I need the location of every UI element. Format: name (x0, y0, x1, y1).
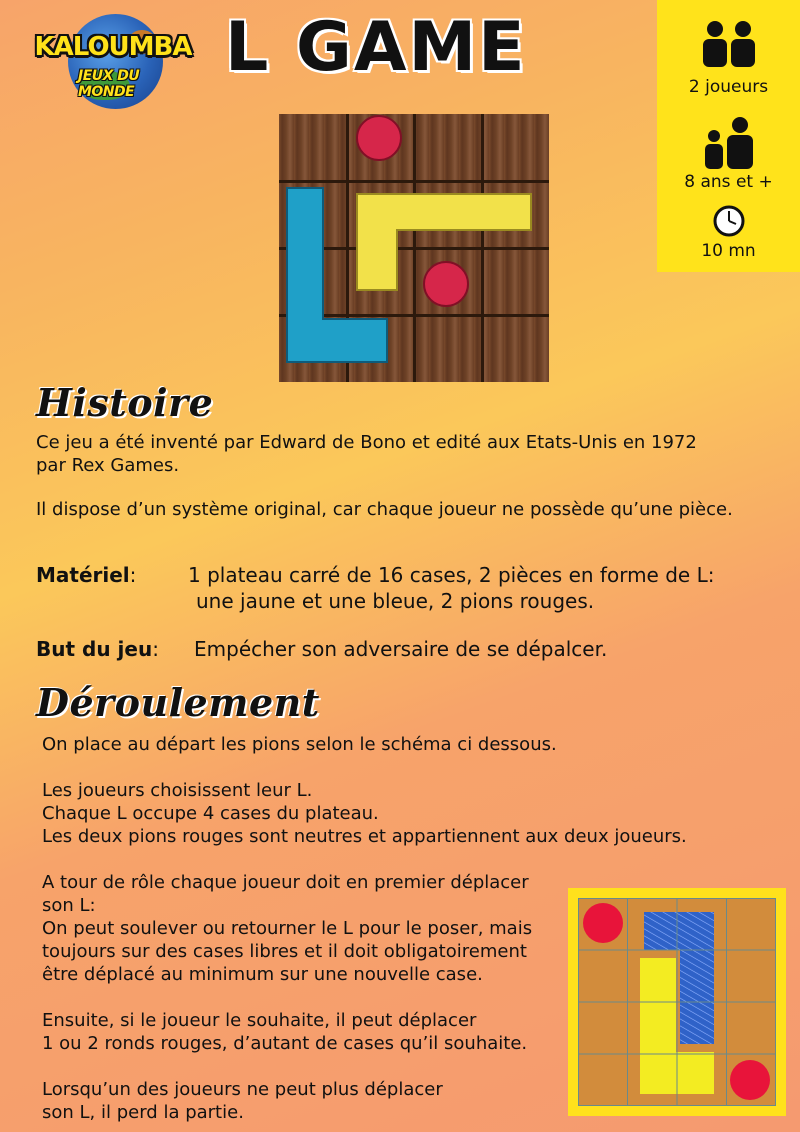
deroulement-line: Les deux pions rouges sont neutres et appartiennent aux deux joueurs. (42, 826, 687, 847)
deroulement-line: son L: (42, 895, 96, 916)
deroulement-line: toujours sur des cases libres et il doit obligatoirement (42, 941, 527, 962)
deroulement-line: 1 ou 2 ronds rouges, d’autant de cases qu’il souhaite. (42, 1033, 528, 1054)
logo-tagline: JEUX DU MONDE (78, 68, 140, 100)
players-icon (701, 20, 757, 68)
page-title: L GAME (225, 8, 527, 87)
histoire-heading: Histoire (36, 380, 214, 425)
diagram-board (578, 898, 776, 1106)
deroulement-line: Les joueurs choisissent leur L. (42, 780, 313, 801)
materiel-label: Matériel (36, 563, 130, 587)
logo-brand: KALOUMBA (34, 32, 192, 62)
materiel-line1: 1 plateau carré de 16 cases, 2 pièces en forme de L: (188, 563, 715, 587)
red-pawn (357, 116, 401, 160)
but-text: Empécher son adversaire de se dépalcer. (194, 637, 608, 661)
photo-pieces (279, 114, 549, 382)
deroulement-line (42, 756, 687, 779)
red-pawn (583, 903, 623, 943)
deroulement-heading: Déroulement (36, 680, 320, 725)
colon: : (129, 563, 137, 587)
deroulement-line: Lorsqu’un des joueurs ne peut plus déplacer (42, 1079, 443, 1100)
duration-label: 10 mn (701, 241, 756, 261)
deroulement-line: On peut soulever ou retourner le L pour le poser, mais (42, 918, 533, 939)
game-info-box (657, 0, 800, 272)
starting-position-diagram (568, 888, 786, 1116)
game-board-photo (279, 114, 549, 382)
but-label-row (36, 636, 159, 662)
deroulement-line: son L, il perd la partie. (42, 1102, 244, 1123)
deroulement-line: Ensuite, si le joueur le souhaite, il peut déplacer (42, 1010, 477, 1031)
age-label: 8 ans et + (684, 172, 773, 192)
deroulement-line: être déplacé au minimum sur une nouvelle case. (42, 964, 483, 985)
clock-icon (713, 205, 745, 237)
histoire-text-line2: par Rex Games. (36, 455, 180, 476)
kaloumba-logo (28, 10, 198, 110)
red-pawn (424, 262, 468, 306)
but-label: But du jeu (36, 637, 153, 661)
red-pawn (730, 1060, 770, 1100)
histoire-text-p2: Il dispose d’un système original, car chaque joueur ne possède qu’une pièce. (36, 499, 733, 520)
deroulement-line (42, 848, 687, 871)
deroulement-line: Chaque L occupe 4 cases du plateau. (42, 803, 379, 824)
materiel-line2: une jaune et une bleue, 2 pions rouges. (196, 589, 595, 613)
colon: : (152, 637, 159, 661)
deroulement-line: On place au départ les pions selon le schéma ci dessous. (42, 734, 557, 755)
age-icon (703, 116, 755, 170)
deroulement-line: A tour de rôle chaque joueur doit en premier déplacer (42, 872, 529, 893)
histoire-text-line1: Ce jeu a été inventé par Edward de Bono et edité aux Etats-Unis en 1972 (36, 432, 697, 453)
players-count: 2 joueurs (688, 77, 769, 97)
materiel-label-row (36, 562, 136, 588)
